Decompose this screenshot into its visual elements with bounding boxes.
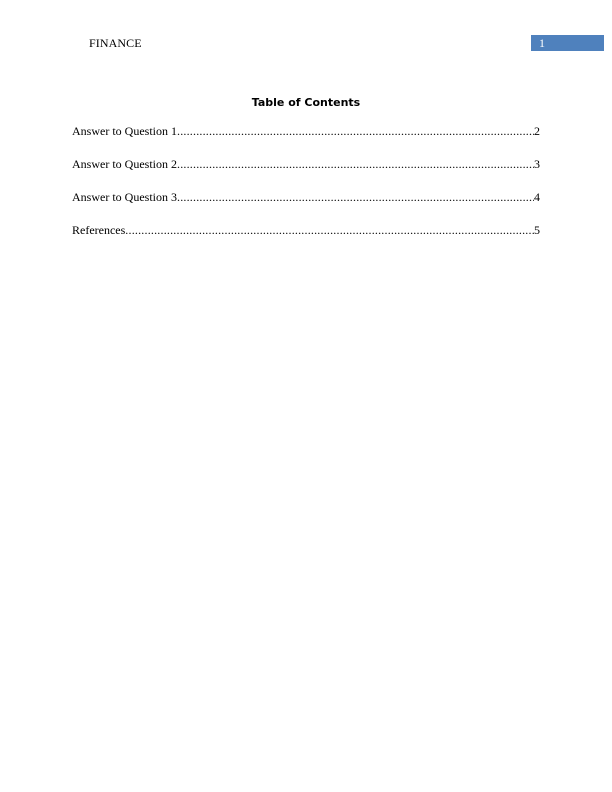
page-number: 1	[539, 36, 545, 50]
toc-entry-page: 4	[534, 190, 540, 204]
toc-entry-label: References	[72, 223, 126, 237]
toc-entry-question-1[interactable]	[72, 124, 540, 157]
toc-entry-label: Answer to Question 2	[72, 157, 177, 171]
toc-entry-label: Answer to Question 3	[72, 190, 177, 204]
toc-dot-leader	[177, 124, 534, 138]
toc-title: Table of Contents	[251, 96, 361, 109]
toc-dot-leader	[177, 190, 534, 204]
toc-entry-question-2[interactable]	[72, 157, 540, 190]
toc-entry-references[interactable]	[72, 223, 540, 256]
toc-entry-page: 2	[534, 124, 540, 138]
toc-dot-leader	[177, 157, 534, 171]
page-number-box	[531, 35, 604, 51]
toc-entry-page: 5	[534, 223, 540, 237]
running-head: FINANCE	[89, 36, 142, 50]
table-of-contents	[72, 124, 540, 256]
toc-entry-question-3[interactable]	[72, 190, 540, 223]
toc-dot-leader	[125, 223, 534, 237]
toc-entry-page: 3	[534, 157, 540, 171]
toc-entry-label: Answer to Question 1	[72, 124, 177, 138]
